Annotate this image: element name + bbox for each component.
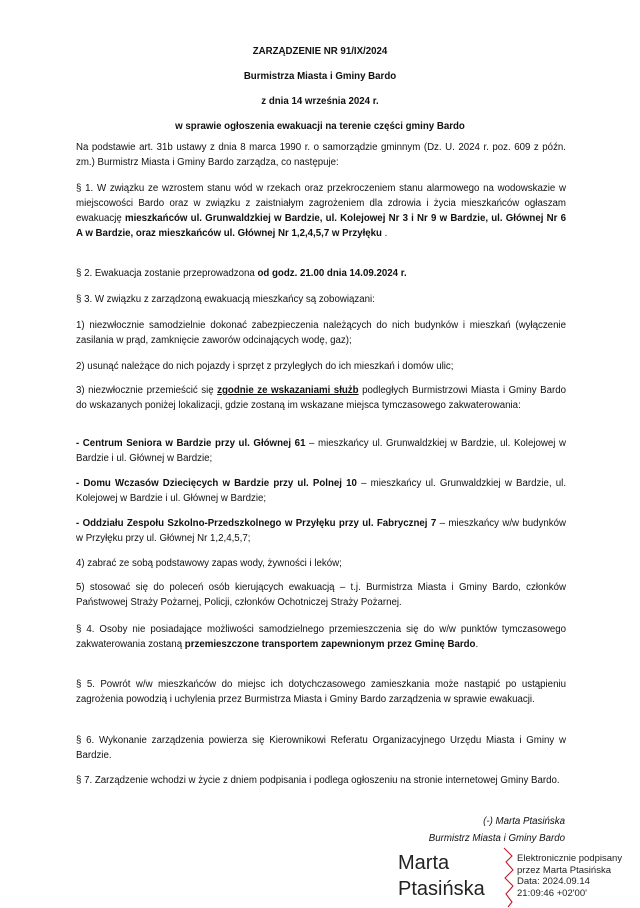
paragraph-1-bold: mieszkańców ul. Grunwaldzkiej w Bardzie, ul. Kolejowej Nr 3 i Nr 9 w Bardzie, ul. Głównej Nr 6 A w Bardzie, oraz mieszkańców ul. Głównej Nr 1,2,4,5,7 w Przyłęku — [76, 213, 566, 239]
list-item-3-text: 3) niezwłocznie przemieścić się — [76, 385, 218, 396]
paragraph-5: § 5. Powrót w/w mieszkańców do miejsc ich dotychczasowego zamieszkania może nastąpić po ustąpieniu zagrożenia powodzią i uchylenia przez Burmistrza Miasta i Gminy Bardo zarządzenia w sprawie ewakuacji. — [76, 679, 566, 705]
list-item-5: 5) stosować się do poleceń osób kierujących ewakuacją – t.j. Burmistrza Miasta i Gminy Bardo, członków Państwowej Straży Pożarnej, Policji, członków Ochotniczej Straży Pożarnej. — [76, 582, 566, 608]
signer-name — [398, 850, 485, 902]
signed-by: (-) Marta Ptasińska — [483, 816, 565, 827]
paragraph-7: § 7. Zarządzenie wchodzi w życie z dniem podpisania i podlega ogłoszeniu na stronie internetowej Gminy Bardo. — [76, 775, 560, 786]
signature-block — [429, 813, 565, 847]
paragraph-3: § 3. W związku z zarządzoną ewakuacją mieszkańcy są zobowiązani: — [76, 294, 375, 305]
signer-first-name: Marta — [398, 852, 450, 874]
location-1 — [76, 436, 566, 466]
paragraph-2-text: § 2. Ewakuacja zostanie przeprowadzona — [76, 268, 258, 279]
paragraph-1-end: . — [381, 228, 388, 239]
paragraph-4 — [76, 622, 566, 652]
list-item-1: 1) niezwłocznie samodzielnie dokonać zabezpieczenia należących do nich budynków i mieszkań (wyłączenie zasilania w prąd, zamknięcie zaworów odcinających wodę, gaz); — [76, 320, 566, 346]
location-3-name: - Oddziału Zespołu Szkolno-Przedszkolnego w Przyłęku przy ul. Fabrycznej 7 — [76, 518, 437, 529]
document-title: ZARZĄDZENIE NR 91/IX/2024 — [252, 46, 388, 57]
paragraph-6: § 6. Wykonanie zarządzenia powierza się Kierownikowi Referatu Organizacyjnego Urzędu Miasta i Gminy w Bardzie. — [76, 735, 566, 761]
location-2-desc: – mieszkańcy ul. Grunwaldzkiej w Bardzie, ul. Kolejowej w Bardzie i ul. Głównej w Bardzie; — [76, 478, 567, 504]
location-1-name: - Centrum Seniora w Bardzie przy ul. Głównej 61 — [76, 438, 306, 449]
signer-last-name: Ptasińska — [398, 878, 485, 900]
electronic-signature — [517, 853, 622, 899]
esig-line-3: Data: 2024.09.14 — [517, 876, 590, 887]
esig-line-2: przez Marta Ptasińska — [517, 864, 611, 876]
location-2-name: - Domu Wczasów Dziecięcych w Bardzie przy ul. Polnej 10 — [76, 478, 357, 489]
paragraph-1-text: § 1. W związku ze wzrostem stanu wód w rzekach oraz przekroczeniem stanu alarmowego na wodowskazie w miejscowości Bardo oraz w związku z zaistniałym zagrożeniem dla zdrowia i życia mieszkańców ogłaszam ewakuację — [76, 183, 566, 224]
location-3-desc: – mieszkańcy w/w budynków w Przyłęku przy ul. Głównej Nr 1,2,4,5,7; — [76, 518, 566, 544]
paragraph-2 — [76, 266, 566, 281]
paragraph-4-text: § 4. Osoby nie posiadające możliwości samodzielnego przemieszczenia się do w/w punktów tymczasowego zakwaterowania zostaną — [76, 624, 566, 650]
list-item-3-rest: podległych Burmistrzowi Miasta i Gminy Bardo do wskazanych poniżej lokalizacji, gdzie zostaną im wskazane miejsca tymczasowego zakwaterowania: — [76, 385, 567, 411]
issue-date: z dnia 14 września 2024 r. — [261, 96, 379, 107]
esig-line-1: Elektronicznie podpisany — [517, 853, 623, 864]
paragraph-1 — [76, 181, 566, 241]
list-item-4: 4) zabrać ze sobą podstawowy zapas wody, żywności i leków; — [76, 558, 342, 569]
signature-mark-icon — [500, 846, 518, 908]
paragraph-2-bold: od godz. 21.00 dnia 14.09.2024 r. — [257, 268, 407, 279]
list-item-3-underlined: zgodnie ze wskazaniami służb — [217, 385, 359, 396]
list-item-3 — [76, 383, 566, 413]
subject: w sprawie ogłoszenia ewakuacji na terenie części gminy Bardo — [175, 121, 465, 132]
paragraph-4-end: . — [475, 639, 479, 650]
location-1-desc: – mieszkańcy ul. Grunwaldzkiej w Bardzie, ul. Kolejowej w Bardzie i ul. Głównej w Bardzie; — [76, 438, 566, 464]
list-item-2: 2) usunąć należące do nich pojazdy i sprzęt z przyległych do ich mieszkań i domów ulic; — [76, 361, 454, 372]
intro-paragraph: Na podstawie art. 31b ustawy z dnia 8 marca 1990 r. o samorządzie gminnym (Dz. U. 2024 r. poz. 609 z późn. zm.) Burmistrz Miasta i Gminy Bardo zarządza, co następuje: — [76, 142, 566, 168]
issuer: Burmistrza Miasta i Gminy Bardo — [243, 71, 397, 82]
location-2 — [76, 476, 566, 506]
esig-line-4: 21:09:46 +02'00' — [517, 887, 587, 899]
signer-role: Burmistrz Miasta i Gminy Bardo — [428, 833, 565, 844]
paragraph-4-bold: przemieszczone transportem zapewnionym przez Gminę Bardo — [184, 639, 476, 650]
location-3 — [76, 516, 566, 546]
